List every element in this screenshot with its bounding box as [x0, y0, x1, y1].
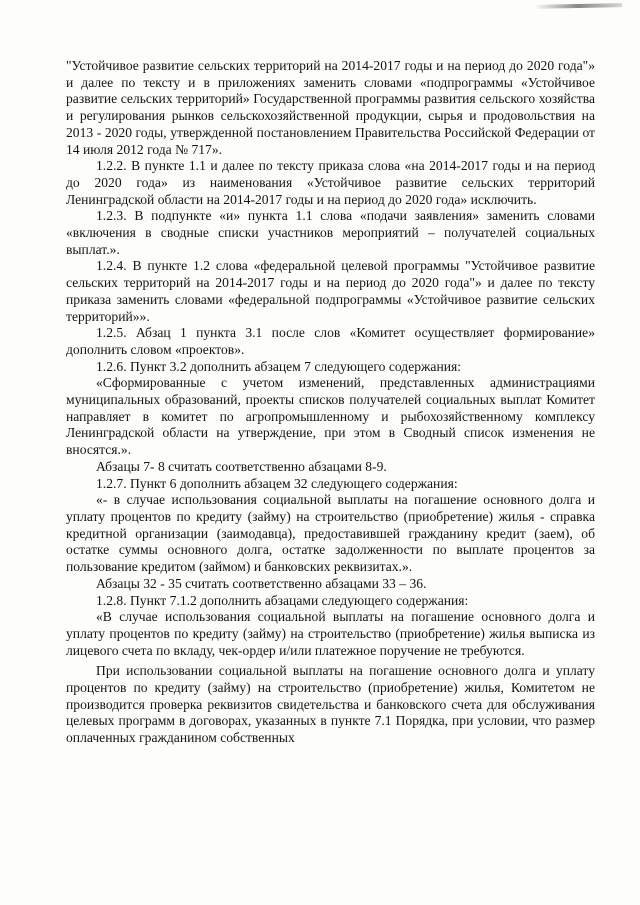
- paragraph-0: "Устойчивое развитие сельских территорий на 2014-2017 годы и на период до 2020 года"» и далее по тексту и в приложениях заменить словами «подпрограммы «Устойчивое развитие сельских территорий» Государственной программы развития сельского хозяйства и регулирования рынков сельскохозяйственной продукции, сырья и продовольствия на 2013 - 2020 годы, утвержденной постановлением Правительства Российской Федерации от 14 июля 2012 года № 717».: [66, 58, 595, 157]
- paragraph-2: 1.2.3. В подпункте «и» пункта 1.1 слова «подачи заявления» заменить словами «включения в сводные списки участников мероприятий – получателей социальных выплат.».: [66, 208, 595, 257]
- paragraph-6: «Сформированные с учетом изменений, представленных администрациями муниципальных образований, проекты списков получателей социальных выплат Комитет направляет в комитет по агропромышленному и рыбохозяйственному комплексу Ленинградской области на утверждение, при этом в Сводный список изменения не вносятся.».: [66, 375, 595, 458]
- document-text: [66, 58, 595, 747]
- paragraph-5: 1.2.6. Пункт 3.2 дополнить абзацем 7 следующего содержания:: [96, 358, 462, 374]
- paragraph-12: «В случае использования социальной выплаты на погашение основного долга и уплату процентов по кредиту (займу) на строительство (приобретение) жилья выписка из лицевого счета по вкладу, чек-ордер и/или платежное поручение не требуются.: [66, 609, 595, 658]
- paragraph-1: 1.2.2. В пункте 1.1 и далее по тексту приказа слова «на 2014-2017 годы и на период до 2020 года» из наименования «Устойчивое развитие сельских территорий Ленинградской области на 2014-2017 годы и на период до 2020 года» исключить.: [66, 158, 595, 207]
- scan-mark: [534, 3, 622, 9]
- paragraph-10: Абзацы 32 - 35 считать соответственно абзацами 33 – 36.: [96, 575, 427, 591]
- paragraph-8: 1.2.7. Пункт 6 дополнить абзацем 32 следующего содержания:: [96, 475, 458, 491]
- paragraph-4: 1.2.5. Абзац 1 пункта 3.1 после слов «Комитет осуществляет формирование» дополнить словом «проектов».: [66, 325, 595, 357]
- paragraph-7: Абзацы 7- 8 считать соответственно абзацами 8-9.: [96, 458, 387, 474]
- paragraph-13: При использовании социальной выплаты на погашение основного долга и уплату процентов по кредиту (займу) на строительство (приобретение) жилья, Комитетом не производится проверка реквизитов свидетельства и банковского счета для обслуживания целевых программ в договорах, указанных в пункте 7.1 Порядка, при условии, что размер оплаченных гражданином собственных: [66, 663, 595, 746]
- paragraph-3: 1.2.4. В пункте 1.2 слова «федеральной целевой программы "Устойчивое развитие сельских территорий на 2014-2017 годы и на период до 2020 года"» и далее по тексту приказа заменить словами «федеральной подпрограммы «Устойчивое развитие сельских территорий»».: [66, 258, 595, 324]
- paragraph-9: «- в случае использования социальной выплаты на погашение основного долга и уплату процентов по кредиту (займу) на строительство (приобретение) жилья - справка кредитной организации (заимодавца), предоставившей гражданину кредит (заем), об остатке суммы основного долга, остатке задолженности по выплате процентов за пользование кредитом (займом) и банковских реквизитах.».: [66, 492, 595, 575]
- paragraph-11: 1.2.8. Пункт 7.1.2 дополнить абзацами следующего содержания:: [96, 592, 469, 608]
